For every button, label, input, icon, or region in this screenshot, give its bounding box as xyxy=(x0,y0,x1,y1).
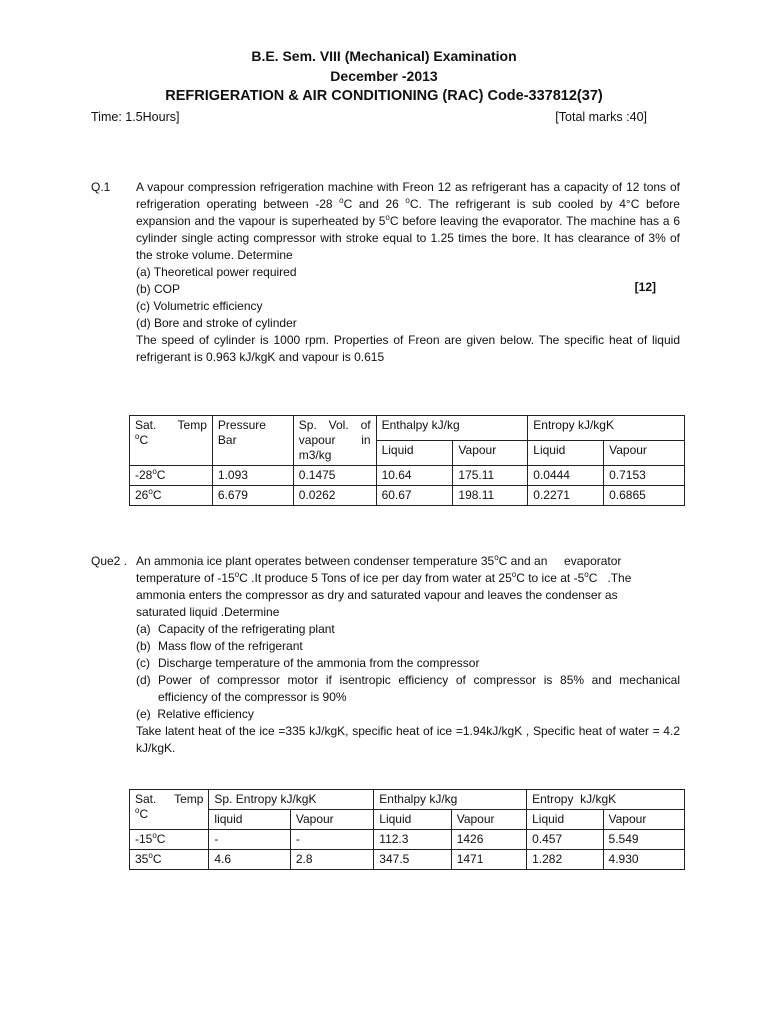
table-cell: 347.5 xyxy=(374,850,451,870)
header-vapour: Vapour xyxy=(290,810,373,830)
table-cell: 2.8 xyxy=(290,850,373,870)
table-cell: 198.11 xyxy=(453,486,528,506)
option-b: (b) COP xyxy=(136,282,181,296)
table-cell: 4.930 xyxy=(603,850,684,870)
table-cell: 10.64 xyxy=(376,466,453,486)
freon-properties-table xyxy=(129,415,685,506)
table-cell: 0.457 xyxy=(527,830,603,850)
ammonia-properties-table xyxy=(129,789,685,870)
table-cell: 4.6 xyxy=(209,850,290,870)
table-cell: 0.2271 xyxy=(528,486,604,506)
question-2 xyxy=(91,553,680,757)
header-sp-entropy: Sp. Entropy kJ/kgK xyxy=(209,790,374,810)
exam-date: December -2013 xyxy=(330,68,438,84)
header-vapour: Vapour xyxy=(603,810,684,830)
question-1 xyxy=(91,179,680,366)
header-liquid: Liquid xyxy=(374,810,451,830)
header-vapour: Vapour xyxy=(451,810,526,830)
header-entropy: Entropy kJ/kgK xyxy=(528,416,685,441)
header-liquid: Liquid xyxy=(376,441,453,466)
header-temp: Sat. Temp $^o$C xyxy=(130,416,213,466)
header-vapour: Vapour xyxy=(604,441,685,466)
table-cell: 0.0262 xyxy=(293,486,376,506)
option-d: (d) Bore and stroke of cylinder xyxy=(136,316,297,330)
option-b: (b) Mass flow of the refrigerant xyxy=(136,639,303,653)
table-cell: 112.3 xyxy=(374,830,451,850)
subject-title: REFRIGERATION & AIR CONDITIONING (RAC) Code-337812(37) xyxy=(165,88,603,104)
table-cell: 1471 xyxy=(451,850,526,870)
question-line: An ammonia ice plant operates between condenser temperature 35$^o$C and an evaporator xyxy=(136,553,622,568)
header-liquid: liquid xyxy=(209,810,290,830)
table-row xyxy=(130,466,685,486)
table-cell: 1426 xyxy=(451,830,526,850)
table-row xyxy=(130,830,685,850)
table-cell: 35$^o$C xyxy=(130,850,209,870)
table-cell: - xyxy=(290,830,373,850)
question-note: Take latent heat of the ice =335 kJ/kgK, specific heat of ice =1.94kJ/kgK , Specific heat of water = 4.2 kJ/kgK. xyxy=(136,724,680,755)
total-marks-label: [Total marks :40] xyxy=(555,110,647,124)
question-line: ammonia enters the compressor as dry and saturated vapour and leaves the condenser as xyxy=(136,588,618,602)
table-cell: 0.6865 xyxy=(604,486,685,506)
table-cell: 26$^o$C xyxy=(130,486,213,506)
table-cell: -28$^o$C xyxy=(130,466,213,486)
table-cell: 60.67 xyxy=(376,486,453,506)
question-line: saturated liquid .Determine xyxy=(136,605,280,619)
question-note: The speed of cylinder is 1000 rpm. Properties of Freon are given below. The specific heat of liquid refrigerant is 0.963 kJ/kgK and vapour is 0.615 xyxy=(136,333,680,364)
table-cell: - xyxy=(209,830,290,850)
question-body xyxy=(136,179,680,366)
option-e: (e) Relative efficiency xyxy=(136,707,254,721)
table-cell: 6.679 xyxy=(212,486,293,506)
table-cell: 1.093 xyxy=(212,466,293,486)
table-header-row xyxy=(130,416,685,441)
question-intro: A vapour compression refrigeration machine with Freon 12 as refrigerant has a capacity of 12 tons of refrigeration operating between -28 $^o$C and 26 $^o$C. The refrigerant is sub cooled by 4°C before expansion and the vapour is superheated by 5$^o$C before leaving the evaporator. The machine has a 6 cylinder single acting compressor with stroke equal to 1.25 times the bore. It has clearance of 3% of the stroke volume. Determine xyxy=(136,180,680,262)
header-enthalpy: Enthalpy kJ/kg xyxy=(374,790,527,810)
header-vapour: Vapour xyxy=(453,441,528,466)
question-body xyxy=(136,553,680,757)
header-pressure: Pressure Bar xyxy=(212,416,293,466)
option-a: (a) Theoretical power required xyxy=(136,265,297,279)
table-cell: 5.549 xyxy=(603,830,684,850)
time-label: Time: 1.5Hours] xyxy=(91,110,180,124)
table-cell: 0.0444 xyxy=(528,466,604,486)
header-liquid: Liquid xyxy=(528,441,604,466)
question-line: temperature of -15$^o$C .It produce 5 Tons of ice per day from water at 25$^o$C to ice at -5$^o$C .The xyxy=(136,570,632,585)
table-cell: -15$^o$C xyxy=(130,830,209,850)
exam-title: B.E. Sem. VIII (Mechanical) Examination xyxy=(251,48,517,64)
table-subheader-row xyxy=(130,810,685,830)
table-row xyxy=(130,850,685,870)
table-row xyxy=(130,486,685,506)
table-cell: 0.1475 xyxy=(293,466,376,486)
option-a: (a) Capacity of the refrigerating plant xyxy=(136,622,335,636)
table-cell: 1.282 xyxy=(527,850,603,870)
header-liquid: Liquid xyxy=(527,810,603,830)
table-cell: 0.7153 xyxy=(604,466,685,486)
table-header-row xyxy=(130,790,685,810)
header-enthalpy: Enthalpy kJ/kg xyxy=(376,416,528,441)
header-temp: Sat. Temp $^o$C xyxy=(130,790,209,830)
question-number: Q.1 xyxy=(91,180,111,194)
option-d: (d) Power of compressor motor if isentropic efficiency of compressor is 85% and mechanical efficiency of the compressor is 90% xyxy=(136,673,680,704)
table-cell: 175.11 xyxy=(453,466,528,486)
header-specific-volume: Sp. Vol. of vapour in m3/kg xyxy=(293,416,376,466)
option-c: (c) Discharge temperature of the ammonia from the compressor xyxy=(136,656,480,670)
exam-header xyxy=(0,46,768,106)
question-number: Que2 . xyxy=(91,554,128,568)
option-c: (c) Volumetric efficiency xyxy=(136,299,263,313)
header-entropy: Entropy kJ/kgK xyxy=(527,790,685,810)
marks-badge: [12] xyxy=(634,280,656,294)
